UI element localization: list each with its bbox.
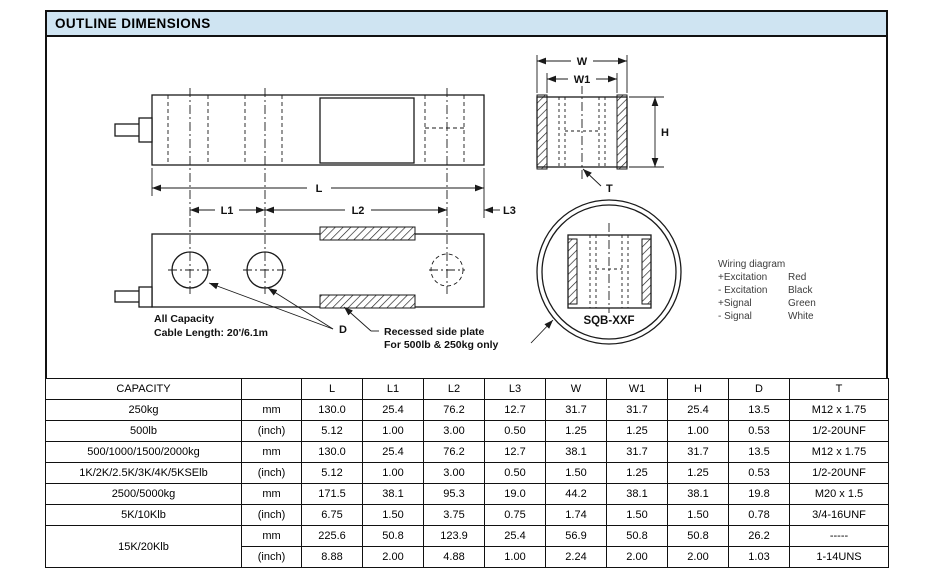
dimension-cell: 13.5: [729, 400, 790, 421]
dimension-cell: 31.7: [668, 442, 729, 463]
column-header: W1: [607, 379, 668, 400]
dimension-cell: 1.50: [546, 463, 607, 484]
dimensions-table: [45, 378, 889, 568]
dimension-cell: 1.50: [363, 505, 424, 526]
recessed-plate-top: [320, 227, 415, 240]
dimension-cell: M12 x 1.75: [790, 400, 889, 421]
cable-note-line2: Cable Length: 20'/6.1m: [154, 327, 268, 339]
cable-note-line1: All Capacity: [154, 313, 215, 325]
unit-cell: (inch): [242, 505, 302, 526]
wiring-rows: [718, 271, 816, 323]
technical-drawing: [47, 37, 890, 378]
dimension-cell: 5.12: [302, 463, 363, 484]
dimension-cell: 2.00: [607, 547, 668, 568]
column-header: CAPACITY: [46, 379, 242, 400]
wiring-title: Wiring diagram: [718, 259, 786, 270]
end-view-drawing: [537, 54, 669, 195]
dimension-cell: 1.25: [668, 463, 729, 484]
wiring-label: +Excitation: [718, 272, 768, 283]
detail-circle-drawing: [531, 200, 681, 344]
dim-label-l: L: [315, 183, 323, 195]
wiring-color: White: [788, 311, 814, 322]
column-header: D: [729, 379, 790, 400]
dim-label-l2: L2: [351, 205, 365, 217]
dimension-cell: 1-14UNS: [790, 547, 889, 568]
unit-cell: mm: [242, 526, 302, 547]
recessed-plate-bottom: [320, 295, 415, 308]
wiring-color: Black: [788, 285, 813, 296]
dimension-cell: 38.1: [607, 484, 668, 505]
capacity-cell: 15K/20Klb: [46, 526, 242, 568]
dimension-cell: 171.5: [302, 484, 363, 505]
column-header: L: [302, 379, 363, 400]
column-header: [242, 379, 302, 400]
dim-label-l3: L3: [503, 205, 516, 217]
dimension-cell: 0.50: [485, 421, 546, 442]
dimension-cell: 38.1: [668, 484, 729, 505]
column-header: H: [668, 379, 729, 400]
section-title: OUTLINE DIMENSIONS: [55, 16, 211, 31]
dimension-cell: 1.25: [607, 421, 668, 442]
dimension-cell: 0.53: [729, 421, 790, 442]
dimension-cell: 1/2-20UNF: [790, 421, 889, 442]
unit-cell: mm: [242, 484, 302, 505]
unit-cell: mm: [242, 442, 302, 463]
unit-cell: (inch): [242, 547, 302, 568]
dimension-cell: 3.75: [424, 505, 485, 526]
wiring-row: [718, 310, 816, 323]
wiring-color: Green: [788, 298, 816, 309]
dimension-cell: M20 x 1.5: [790, 484, 889, 505]
capacity-cell: 1K/2K/2.5K/3K/4K/5KSElb: [46, 463, 242, 484]
column-header: T: [790, 379, 889, 400]
dimension-cell: 12.7: [485, 400, 546, 421]
table-row: [46, 442, 889, 463]
table-row: [46, 400, 889, 421]
dim-label-d: D: [339, 324, 347, 336]
dimension-cell: M12 x 1.75: [790, 442, 889, 463]
dimension-cell: 76.2: [424, 400, 485, 421]
dimension-cell: 12.7: [485, 442, 546, 463]
dimension-cell: 1.25: [607, 463, 668, 484]
capacity-cell: 500lb: [46, 421, 242, 442]
dim-label-l1: L1: [220, 205, 234, 217]
dimension-cell: 0.75: [485, 505, 546, 526]
dimension-cell: 1.03: [729, 547, 790, 568]
unit-cell: (inch): [242, 421, 302, 442]
dimension-cell: 1.74: [546, 505, 607, 526]
dim-label-h: H: [661, 127, 669, 139]
dimension-cell: 1.00: [363, 421, 424, 442]
capacity-cell: 2500/5000kg: [46, 484, 242, 505]
unit-cell: mm: [242, 400, 302, 421]
dimension-cell: 56.9: [546, 526, 607, 547]
side-view-drawing: [115, 88, 516, 218]
model-label: SQB-XXF: [583, 315, 635, 327]
wiring-row: [718, 284, 816, 297]
wiring-label: - Signal: [718, 311, 752, 322]
wiring-color: Red: [788, 272, 807, 283]
dimension-cell: 0.78: [729, 505, 790, 526]
table-row: [46, 421, 889, 442]
dimension-cell: 19.8: [729, 484, 790, 505]
dimension-cell: 130.0: [302, 442, 363, 463]
dimension-cell: 123.9: [424, 526, 485, 547]
dimension-cell: 13.5: [729, 442, 790, 463]
dimension-cell: 25.4: [485, 526, 546, 547]
dimension-cell: 1.25: [546, 421, 607, 442]
dimension-cell: 31.7: [607, 400, 668, 421]
wiring-row: [718, 271, 816, 284]
dimension-cell: 25.4: [668, 400, 729, 421]
dimension-cell: 1.50: [668, 505, 729, 526]
column-header: L1: [363, 379, 424, 400]
capacity-cell: 5K/10Klb: [46, 505, 242, 526]
dim-label-w: W: [576, 56, 588, 68]
dimension-cell: 31.7: [546, 400, 607, 421]
table-row: [46, 505, 889, 526]
drawing-area: [45, 37, 888, 378]
dimension-cell: 130.0: [302, 400, 363, 421]
dimension-cell: 50.8: [668, 526, 729, 547]
recessed-note-line1: Recessed side plate: [384, 326, 485, 338]
dimension-cell: -----: [790, 526, 889, 547]
dimension-cell: 2.00: [363, 547, 424, 568]
column-header: L3: [485, 379, 546, 400]
section-header: [45, 10, 888, 37]
dimension-cell: 225.6: [302, 526, 363, 547]
capacity-cell: 500/1000/1500/2000kg: [46, 442, 242, 463]
dimension-cell: 19.0: [485, 484, 546, 505]
dimension-cell: 76.2: [424, 442, 485, 463]
dimension-cell: 95.3: [424, 484, 485, 505]
table-row: [46, 463, 889, 484]
dimension-cell: 25.4: [363, 442, 424, 463]
dim-label-w1: W1: [573, 74, 591, 86]
table-row: [46, 484, 889, 505]
column-header: W: [546, 379, 607, 400]
unit-cell: (inch): [242, 463, 302, 484]
wiring-row: [718, 297, 816, 310]
dimension-cell: 3.00: [424, 421, 485, 442]
dimension-cell: 0.50: [485, 463, 546, 484]
dimension-cell: 3/4-16UNF: [790, 505, 889, 526]
dimension-cell: 6.75: [302, 505, 363, 526]
dimension-cell: 31.7: [607, 442, 668, 463]
plan-view-drawing: [115, 218, 499, 351]
dimension-cell: 44.2: [546, 484, 607, 505]
table-header-row: [46, 379, 889, 400]
dimension-cell: 25.4: [363, 400, 424, 421]
dimension-cell: 3.00: [424, 463, 485, 484]
dimension-cell: 1.00: [363, 463, 424, 484]
dimension-cell: 8.88: [302, 547, 363, 568]
dimension-cell: 38.1: [363, 484, 424, 505]
dimension-cell: 1.50: [607, 505, 668, 526]
dim-label-t: T: [606, 183, 613, 195]
dimension-cell: 1/2-20UNF: [790, 463, 889, 484]
wiring-diagram: [718, 258, 816, 323]
dimension-cell: 5.12: [302, 421, 363, 442]
column-header: L2: [424, 379, 485, 400]
capacity-cell: 250kg: [46, 400, 242, 421]
recessed-note-line2: For 500lb & 250kg only: [384, 339, 499, 351]
wiring-label: +Signal: [718, 298, 752, 309]
dimension-cell: 50.8: [363, 526, 424, 547]
dimension-cell: 26.2: [729, 526, 790, 547]
outline-dimensions-section: [45, 10, 888, 568]
dimension-cell: 1.00: [668, 421, 729, 442]
wiring-label: - Excitation: [718, 285, 768, 296]
dimension-cell: 2.00: [668, 547, 729, 568]
dimension-cell: 38.1: [546, 442, 607, 463]
dimension-cell: 2.24: [546, 547, 607, 568]
dimension-cell: 0.53: [729, 463, 790, 484]
dimension-cell: 4.88: [424, 547, 485, 568]
dimension-cell: 50.8: [607, 526, 668, 547]
table-row: [46, 526, 889, 547]
dimension-cell: 1.00: [485, 547, 546, 568]
